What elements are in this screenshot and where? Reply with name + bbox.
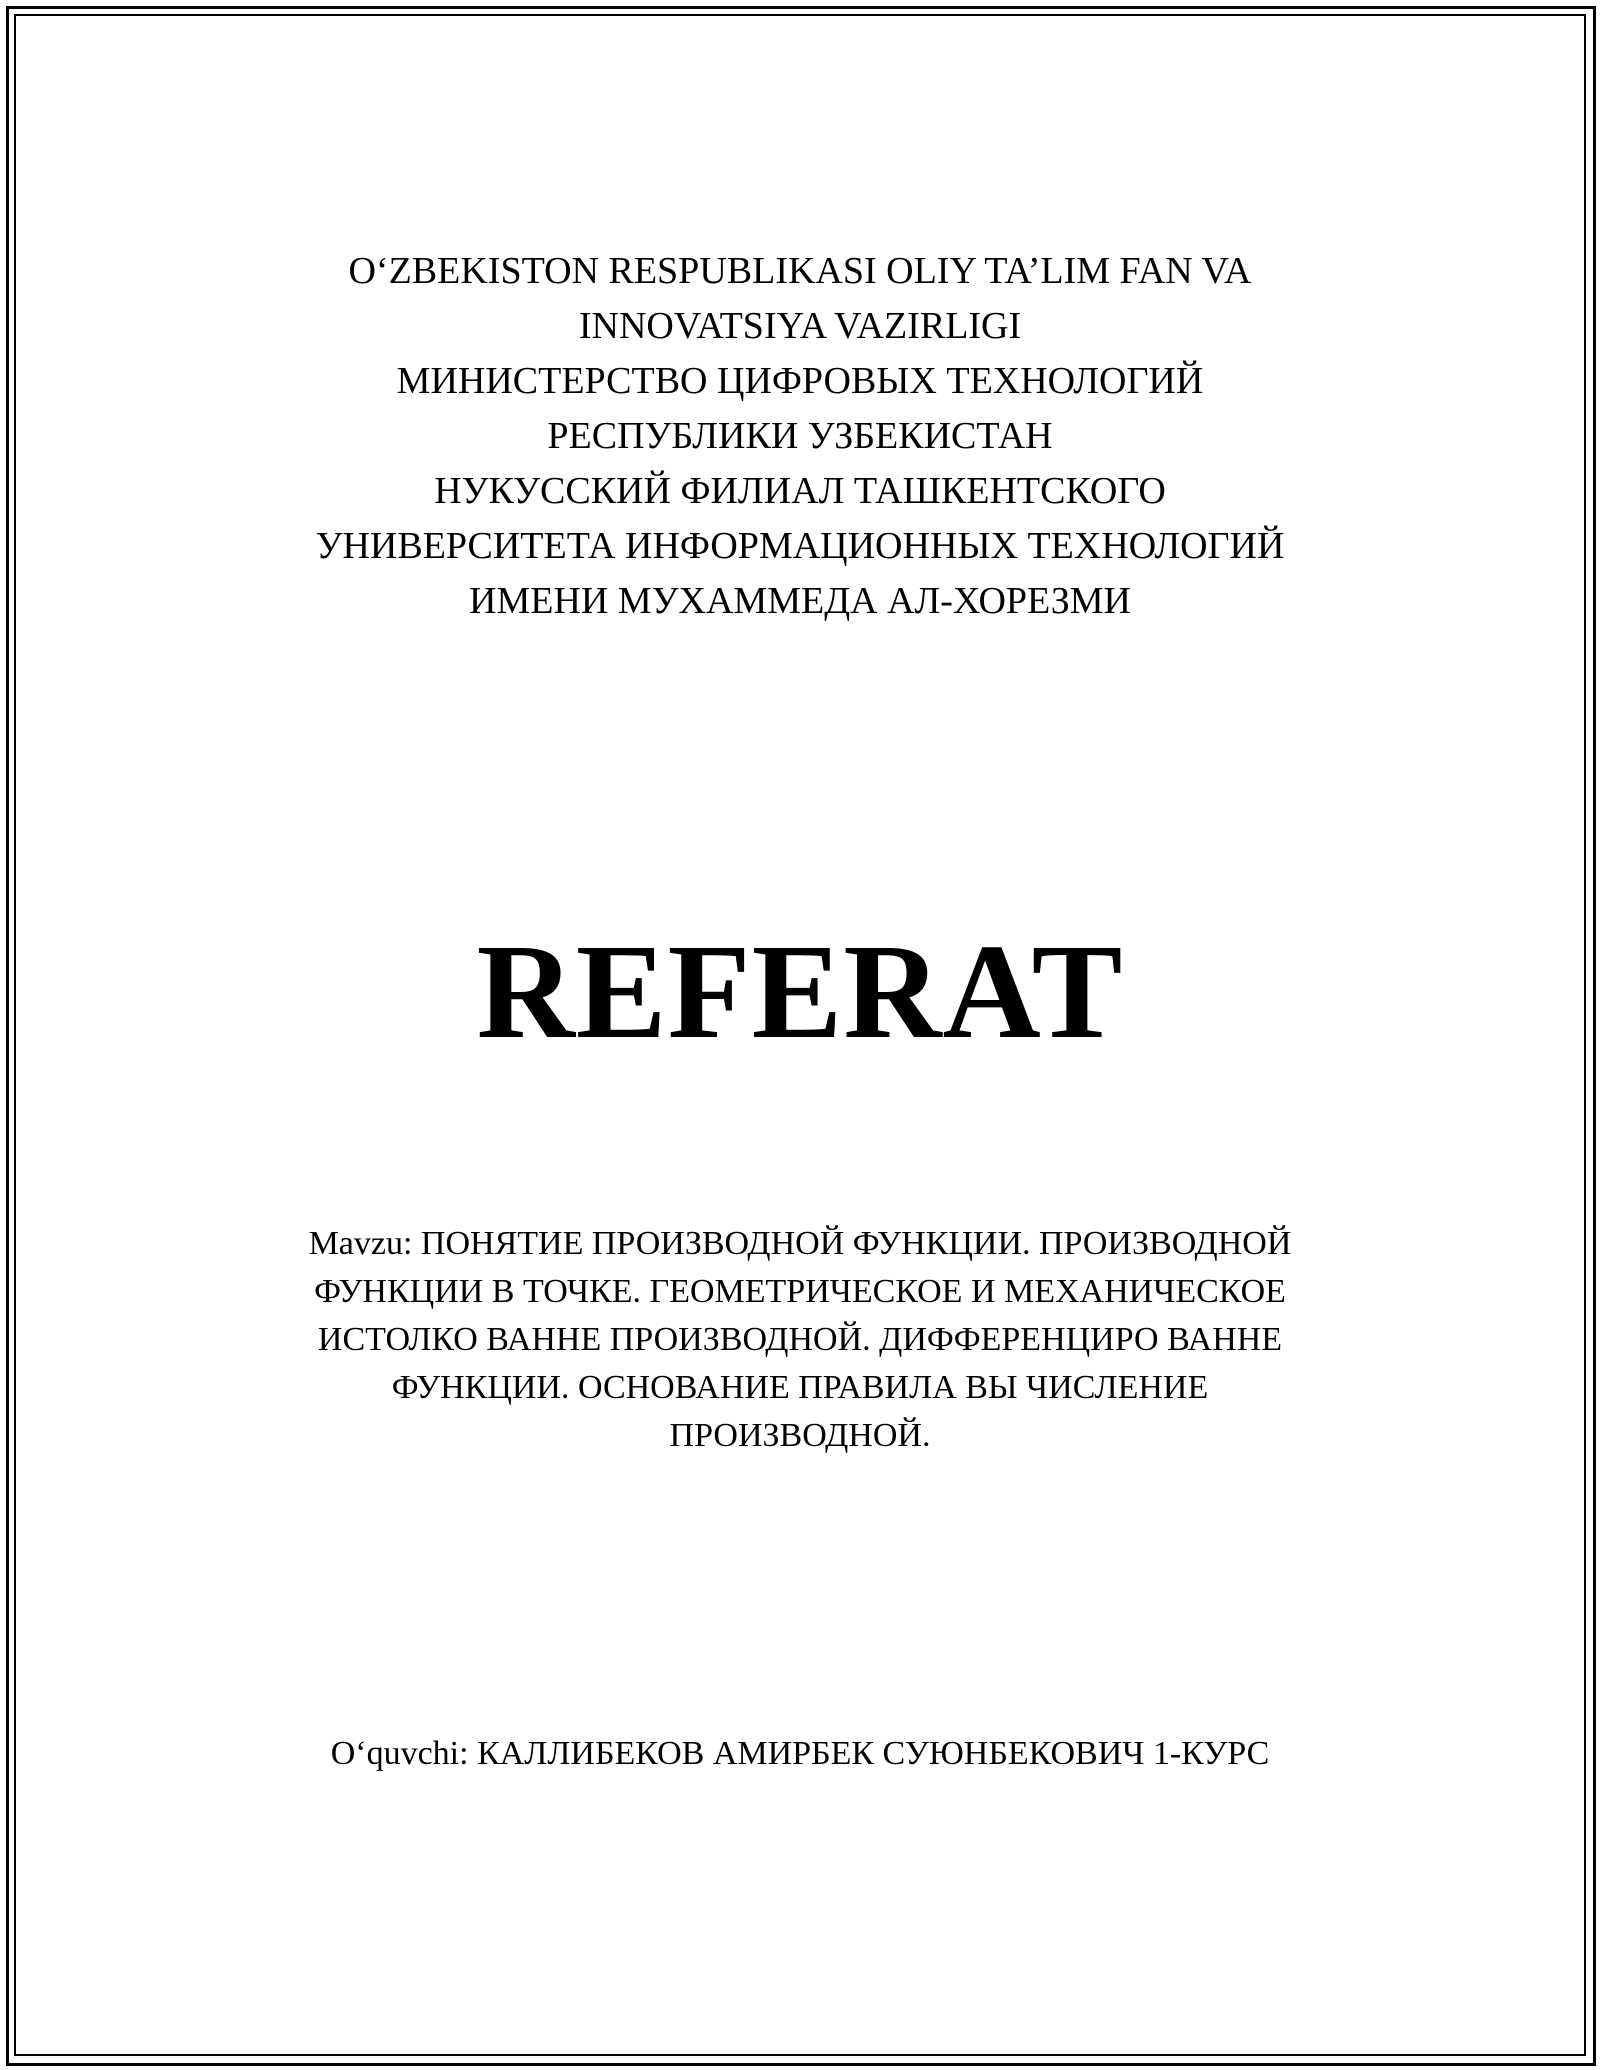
topic-line: ПРОИЗВОДНОЙ.	[669, 1417, 931, 1454]
topic-line: ФУНКЦИИ В ТОЧКЕ. ГЕОМЕТРИЧЕСКОЕ И МЕХАНИЧЕСКОЕ	[314, 1273, 1286, 1310]
topic-line: ФУНКЦИИ. ОСНОВАНИЕ ПРАВИЛА ВЫ ЧИСЛЕНИЕ	[391, 1369, 1209, 1406]
topic-line: Mavzu: ПОНЯТИЕ ПРОИЗВОДНОЙ ФУНКЦИИ. ПРОИЗВОДНОЙ	[308, 1225, 1292, 1262]
header-line: РЕСПУБЛИКИ УЗБЕКИСТАН	[547, 415, 1053, 457]
header-line: ИМЕНИ МУХАММЕДА АЛ-ХОРЕЗМИ	[469, 580, 1131, 622]
header-line: INNOVATSIYA VAZIRLIGI	[578, 305, 1022, 347]
header-line: НУКУССКИЙ ФИЛИАЛ ТАШКЕНТСКОГО	[434, 470, 1166, 512]
topic-block	[200, 1220, 1400, 1460]
student-line: O‘quvchi: КАЛЛИБЕКОВ АМИРБЕК СУЮНБЕКОВИЧ 1-КУРС	[330, 1735, 1270, 1772]
institution-header	[200, 244, 1400, 629]
header-line: МИНИСТЕРСТВО ЦИФРОВЫХ ТЕХНОЛОГИЙ	[396, 360, 1204, 402]
header-line: УНИВЕРСИТЕТА ИНФОРМАЦИОННЫХ ТЕХНОЛОГИЙ	[315, 525, 1285, 567]
document-title: REFERAT	[476, 917, 1124, 1067]
header-line: O‘ZBEKISTON RESPUBLIKASI OLIY TA’LIM FAN VA	[348, 250, 1252, 292]
topic-line: ИСТОЛКО ВАННЕ ПРОИЗВОДНОЙ. ДИФФЕРЕНЦИРО ВАННЕ	[317, 1321, 1283, 1358]
